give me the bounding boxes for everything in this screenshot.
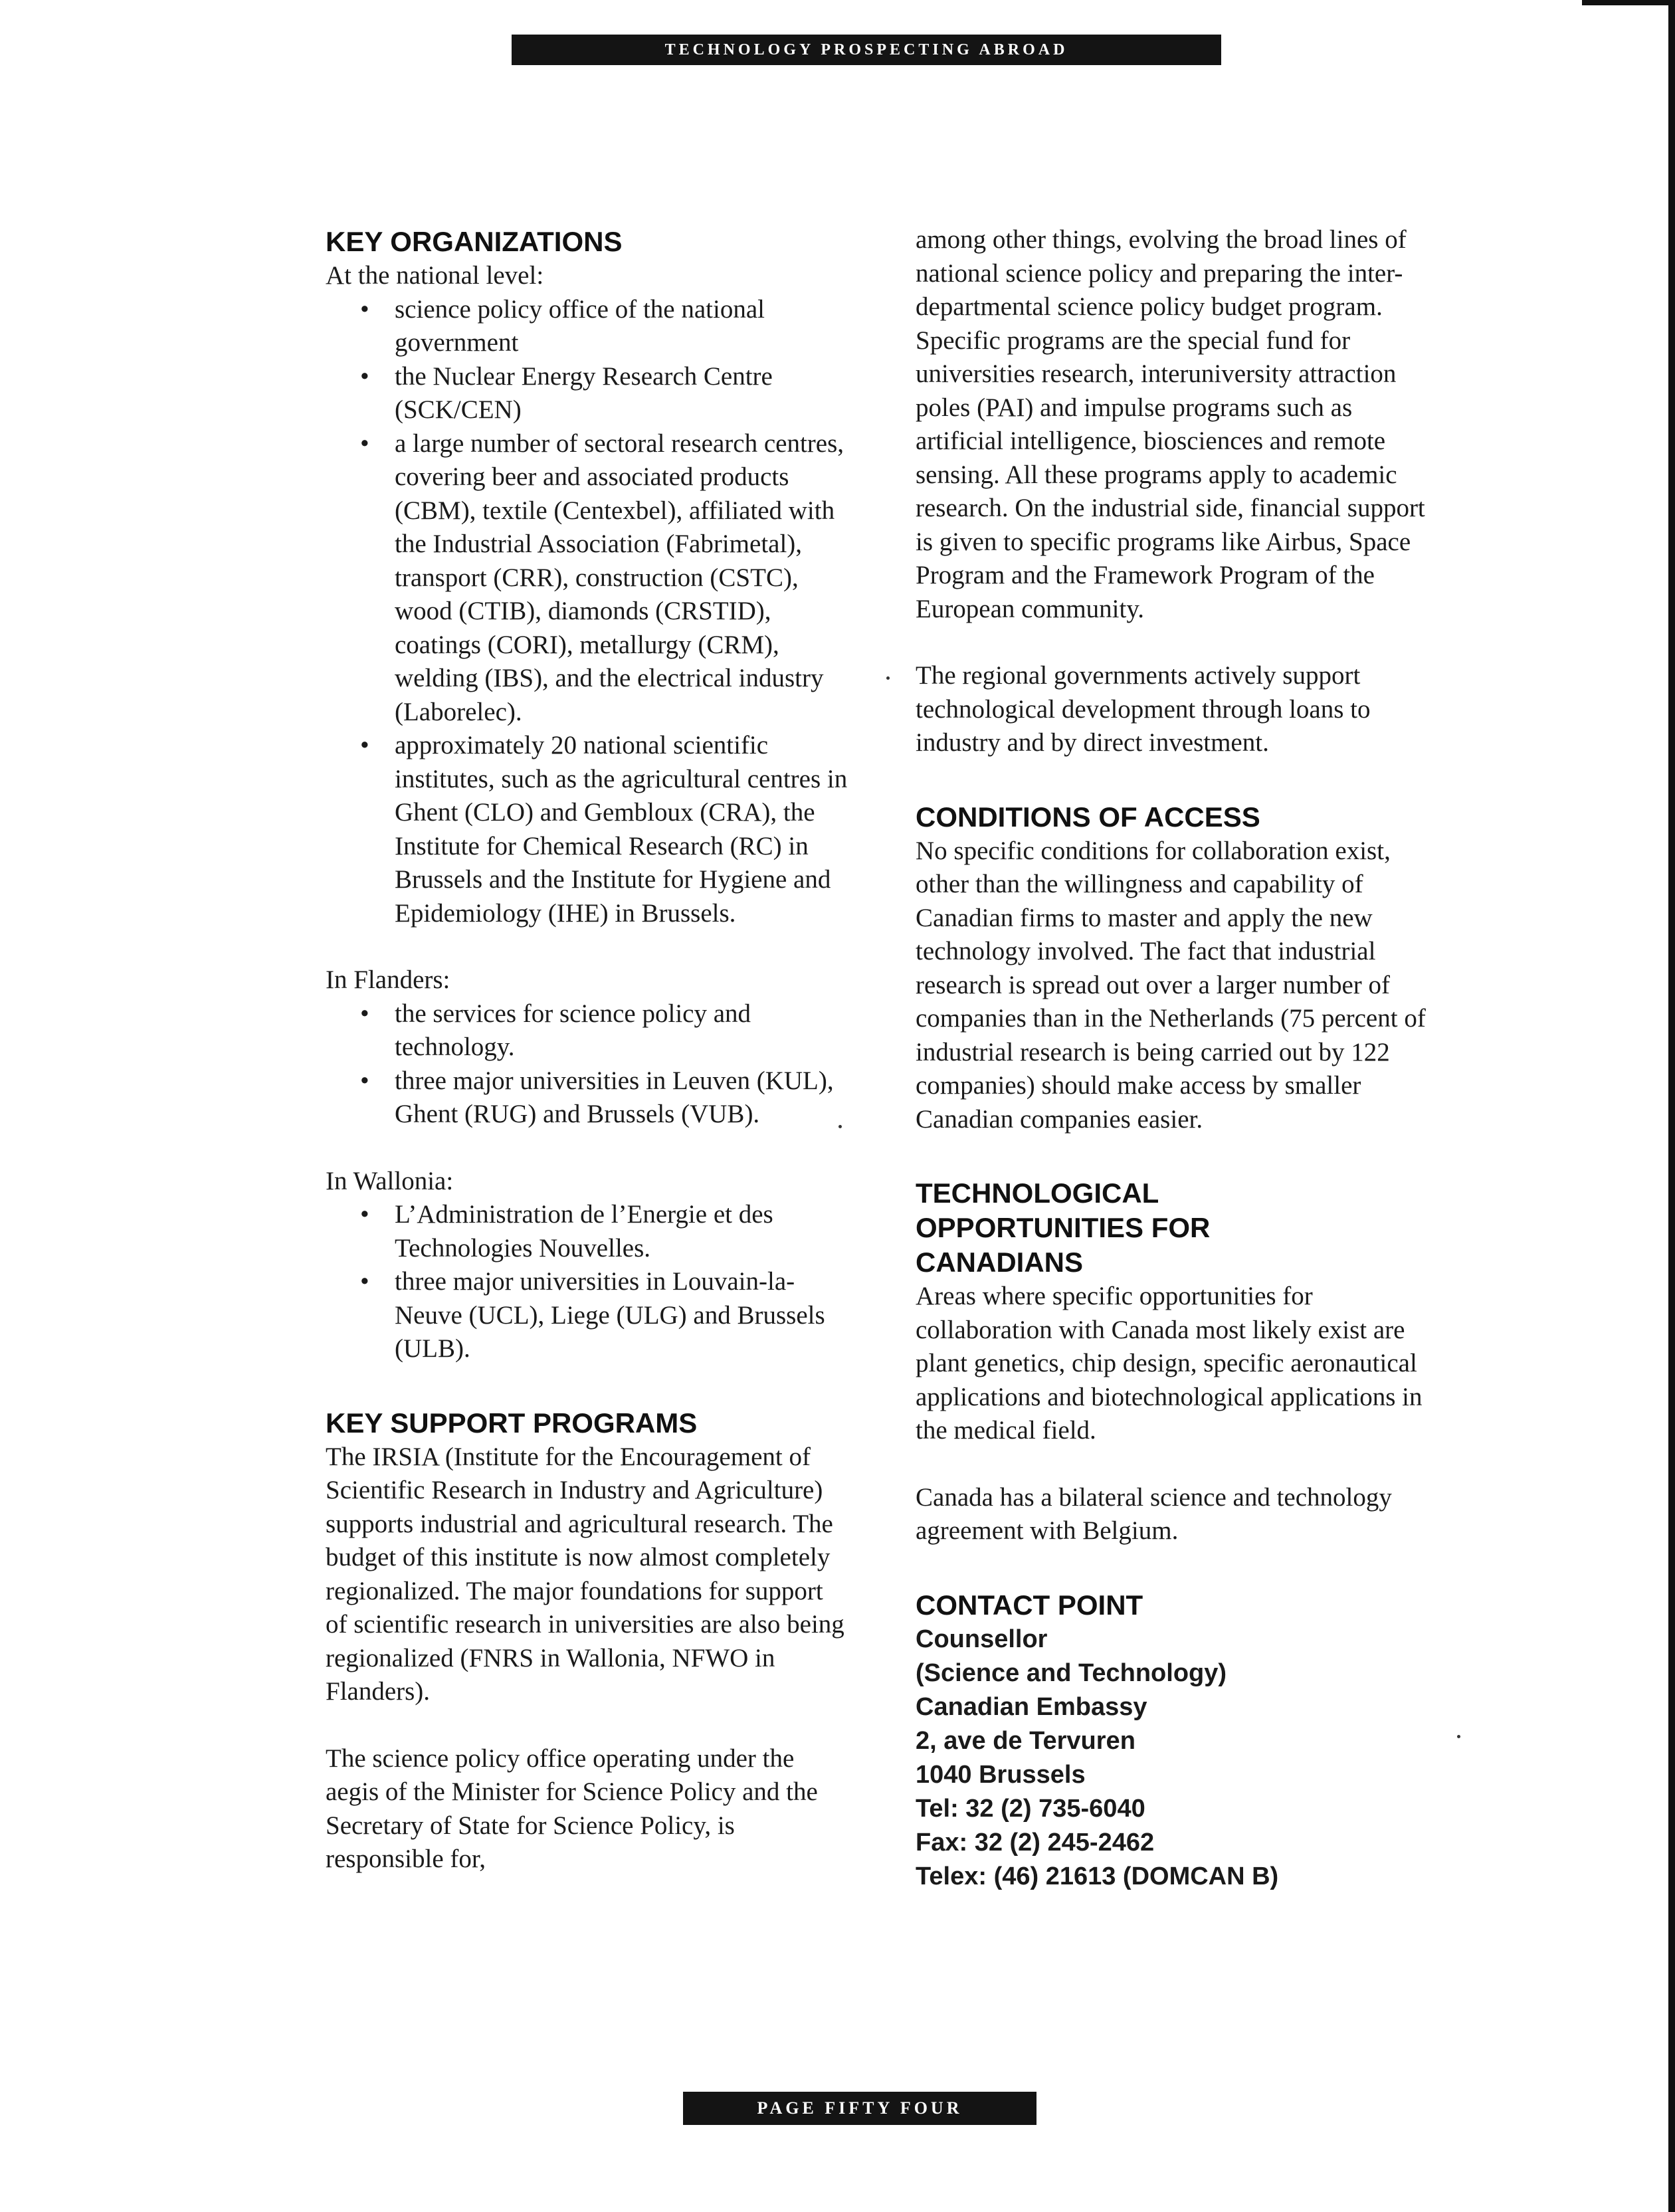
- bullet-icon: •: [360, 294, 369, 324]
- key-support-programs-heading: KEY SUPPORT PROGRAMS: [326, 1407, 698, 1439]
- opportunities-paragraph-2: Canada has a bilateral science and technology agreement with Belgium.: [916, 1482, 1392, 1545]
- conditions-of-access-heading: CONDITIONS OF ACCESS: [916, 801, 1260, 833]
- contact-phone: Tel: 32 (2) 735-6040: [916, 1794, 1145, 1823]
- bullet-icon: •: [360, 1066, 369, 1095]
- list-item: • a large number of sectoral research centres, covering beer and associated products (CBM), textile (Centexbel), affiliated with the Industrial Association (Fabrimetal), transport (CRR), construction (CSTC), wood (CTIB), diamonds (CRSTID), coatings (CORI), metallurgy (CRM), welding (IBS), and the electrical industry (Laborelec).: [326, 427, 850, 730]
- scan-speck: [1457, 1735, 1460, 1738]
- regional-governments-paragraph: The regional governments actively support technological development through loans to industry and by direct investment.: [916, 661, 1371, 757]
- list-item: • the services for science policy and technology.: [326, 997, 850, 1064]
- contact-line: 1040 Brussels: [916, 1760, 1086, 1789]
- contact-block: [916, 1623, 1427, 1894]
- national-level-intro: At the national level:: [326, 261, 544, 290]
- flanders-intro: In Flanders:: [326, 965, 450, 994]
- right-column: [916, 223, 1427, 1894]
- support-paragraph-2: The science policy office operating under the aegis of the Minister for Science Policy and the Secretary of State for Science Policy, is responsible for,: [326, 1744, 818, 1873]
- header-banner: TECHNOLOGY PROSPECTING ABROAD: [512, 35, 1221, 65]
- bullet-icon: •: [360, 1267, 369, 1296]
- technological-opportunities-heading: TECHNOLOGICAL OPPORTUNITIES FOR CANADIANS: [916, 1177, 1211, 1278]
- list-item: • three major universities in Leuven (KUL), Ghent (RUG) and Brussels (VUB).: [326, 1064, 850, 1132]
- list-item: • the Nuclear Energy Research Centre (SCK/CEN): [326, 360, 850, 427]
- footer-page-banner: PAGE FIFTY FOUR: [683, 2092, 1036, 2125]
- bullet-icon: •: [360, 361, 369, 391]
- contact-fax: Fax: 32 (2) 245-2462: [916, 1828, 1155, 1857]
- left-column: [326, 225, 850, 1876]
- contact-telex: Telex: (46) 21613 (DOMCAN B): [916, 1862, 1279, 1890]
- bullet-icon: •: [360, 1200, 369, 1229]
- bullet-icon: •: [360, 429, 369, 458]
- contact-line: (Science and Technology): [916, 1659, 1227, 1687]
- list-item: • L’Administration de l’Energie et des Technologies Nouvelles.: [326, 1198, 850, 1265]
- bullet-icon: •: [360, 999, 369, 1028]
- key-organizations-heading: KEY ORGANIZATIONS: [326, 226, 623, 257]
- list-item: • three major universities in Louvain-la-Neuve (UCL), Liege (ULG) and Brussels (ULB).: [326, 1265, 850, 1366]
- list-item: • approximately 20 national scientific institutes, such as the agricultural centres in Ghent (CLO) and Gembloux (CRA), the Institute for Chemical Research (RC) in Brussels and the Institute for Hygiene and Epidemiology (IHE) in Brussels.: [326, 729, 850, 930]
- page-edge-line: [1668, 0, 1675, 2212]
- scan-speck: [838, 1125, 842, 1128]
- scan-speck: [886, 676, 890, 680]
- science-policy-continuation: among other things, evolving the broad lines of national science policy and preparing the inter-departmental science policy budget program. Specific programs are the special fund for universities research, interuniversity attraction poles (PAI) and impulse programs such as artificial intelligence, biosciences and remote sensing. All these programs apply to academic research. On the industrial side, financial support is given to specific programs like Airbus, Space Program and the Framework Program of the European community.: [916, 225, 1425, 623]
- opportunities-paragraph-1: Areas where specific opportunities for collaboration with Canada most likely exist are plant genetics, chip design, specific aeronautical applications and biotechnological applications in the medical field.: [916, 1282, 1423, 1445]
- contact-line: Counsellor: [916, 1625, 1048, 1653]
- list-item: • science policy office of the national government: [326, 293, 850, 360]
- support-paragraph-1: The IRSIA (Institute for the Encouragement of Scientific Research in Industry and Agriculture) supports industrial and agricultural research. The budget of this institute is now almost completely regionalized. The major foundations for support of scientific research in universities are also being regionalized (FNRS in Wallonia, NFWO in Flanders).: [326, 1442, 844, 1706]
- national-level-list: [326, 293, 850, 931]
- wallonia-list: [326, 1198, 850, 1366]
- contact-line: 2, ave de Tervuren: [916, 1726, 1135, 1755]
- wallonia-intro: In Wallonia:: [326, 1166, 454, 1195]
- contact-line: Canadian Embassy: [916, 1692, 1147, 1721]
- conditions-of-access-paragraph: No specific conditions for collaboration exist, other than the willingness and capability of Canadian firms to master and apply the new technology involved. The fact that industrial research is spread out over a larger number of companies than in the Netherlands (75 percent of industrial research is being carried out by 122 companies) should make access by smaller Canadian companies easier.: [916, 836, 1426, 1134]
- contact-point-heading: CONTACT POINT: [916, 1589, 1143, 1621]
- flanders-list: [326, 997, 850, 1132]
- bullet-icon: •: [360, 731, 369, 759]
- page-corner-line: [1582, 0, 1675, 5]
